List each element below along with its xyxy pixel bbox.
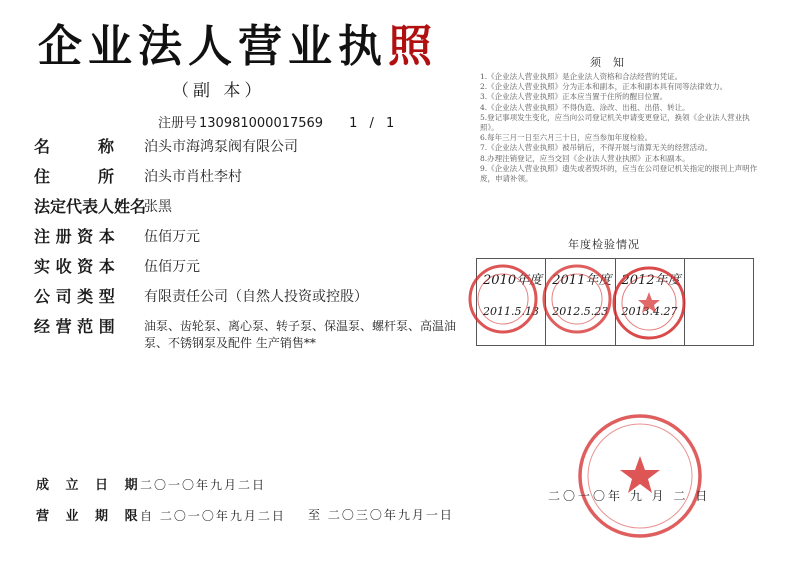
field-label: 实 收 资 本: [34, 257, 115, 276]
inspection-year: 2011年度: [552, 273, 612, 288]
notice-item: 8.办理注销登记，应当交回《企业法人营业执照》正本和副本。: [480, 153, 690, 163]
notice-item: 1.《企业法人营业执照》是企业法人资格和合法经营的凭证。: [480, 72, 683, 81]
inspection-seal-icon: [540, 262, 614, 336]
notice-item: 6.每年三月一日至六月三十日，应当参加年度检验。: [480, 133, 653, 143]
notice-item: 9.《企业法人营业执照》遗失或者毁坏的，应当在公司登记机关指定的报刊上声明作废，申请补领。: [480, 163, 758, 184]
field-value: 伍佰万元: [144, 259, 200, 275]
notice-item: 5.登记事项发生变化，应当向公司登记机关申请变更登记，换领《企业法人营业执照》。: [480, 112, 750, 133]
notice-item: 2.《企业法人营业执照》分为正本和副本，正本和副本具有同等法律效力。: [480, 82, 728, 92]
copy-label: （副 本）: [172, 81, 266, 101]
registration-number: 130981000017569: [199, 116, 324, 131]
established-date-label: 成 立 日 期: [36, 478, 144, 493]
business-term-row: [36, 505, 286, 524]
license-title: [38, 10, 438, 74]
license-title-last-char: 照: [388, 21, 438, 72]
issue-date: 二〇一〇年 九 月 二 日: [548, 489, 711, 503]
established-date-value: 二〇一〇年九月二日: [140, 478, 267, 492]
registration-label: 注册号: [158, 116, 198, 131]
inspection-year: 2010年度: [483, 273, 543, 288]
notice-title: 须知: [590, 56, 636, 69]
inspection-date: 2012.5.23: [552, 305, 609, 318]
inspection-year: 2012年度: [621, 273, 681, 288]
inspection-date: 2013.4.27: [621, 305, 678, 318]
business-term-end: 至 二〇三〇年九月一日: [308, 508, 454, 522]
license-title-text: 企业法人营业执: [38, 21, 388, 72]
notice-item: 7.《企业法人营业执照》被吊销后，不得开展与清算无关的经营活动。: [480, 143, 713, 153]
annual-inspection-cell: [685, 259, 753, 345]
inspection-seal-icon: [610, 264, 688, 342]
field-value: 泊头市肖杜李村: [144, 169, 242, 185]
field-label: 经 营 范 围: [34, 317, 115, 336]
field-value: 伍佰万元: [144, 229, 200, 245]
official-seal-icon: [576, 412, 704, 540]
notice-list: [480, 72, 760, 184]
page-indicator: 1 / 1: [349, 116, 399, 131]
notice-item: 4.《企业法人营业执照》不得伪造、涂改、出租、出借、转让。: [480, 102, 690, 112]
field-value: 有限责任公司（自然人投资或控股）: [144, 289, 368, 305]
inspection-seal-icon: [466, 262, 543, 336]
field-value: 张黑: [144, 199, 172, 215]
field-label: 公 司 类 型: [34, 287, 115, 306]
inspection-date: 2011.5.13: [483, 305, 539, 318]
field-label: 注 册 资 本: [34, 227, 115, 246]
field-label: 住 所: [34, 167, 115, 186]
field-value: 泊头市海鸿泵阀有限公司: [144, 139, 298, 155]
business-term-label: 营 业 期 限: [36, 509, 144, 524]
field-value: 油泵、齿轮泵、离心泵、转子泵、保温泵、螺杆泵、高温油泵、不锈钢泵及配件 生产销售**: [144, 319, 457, 350]
field-label: 法定代表人姓名: [34, 197, 147, 216]
field-label: 名 称: [34, 137, 115, 156]
registration-line: [158, 112, 398, 131]
business-term-start: 自 二〇一〇年九月二日: [140, 509, 286, 523]
annual-inspection-title: 年度检验情况: [568, 238, 640, 251]
notice-item: 3.《企业法人营业执照》正本应当置于住所的醒目位置。: [480, 92, 668, 102]
established-date-row: [36, 474, 266, 493]
